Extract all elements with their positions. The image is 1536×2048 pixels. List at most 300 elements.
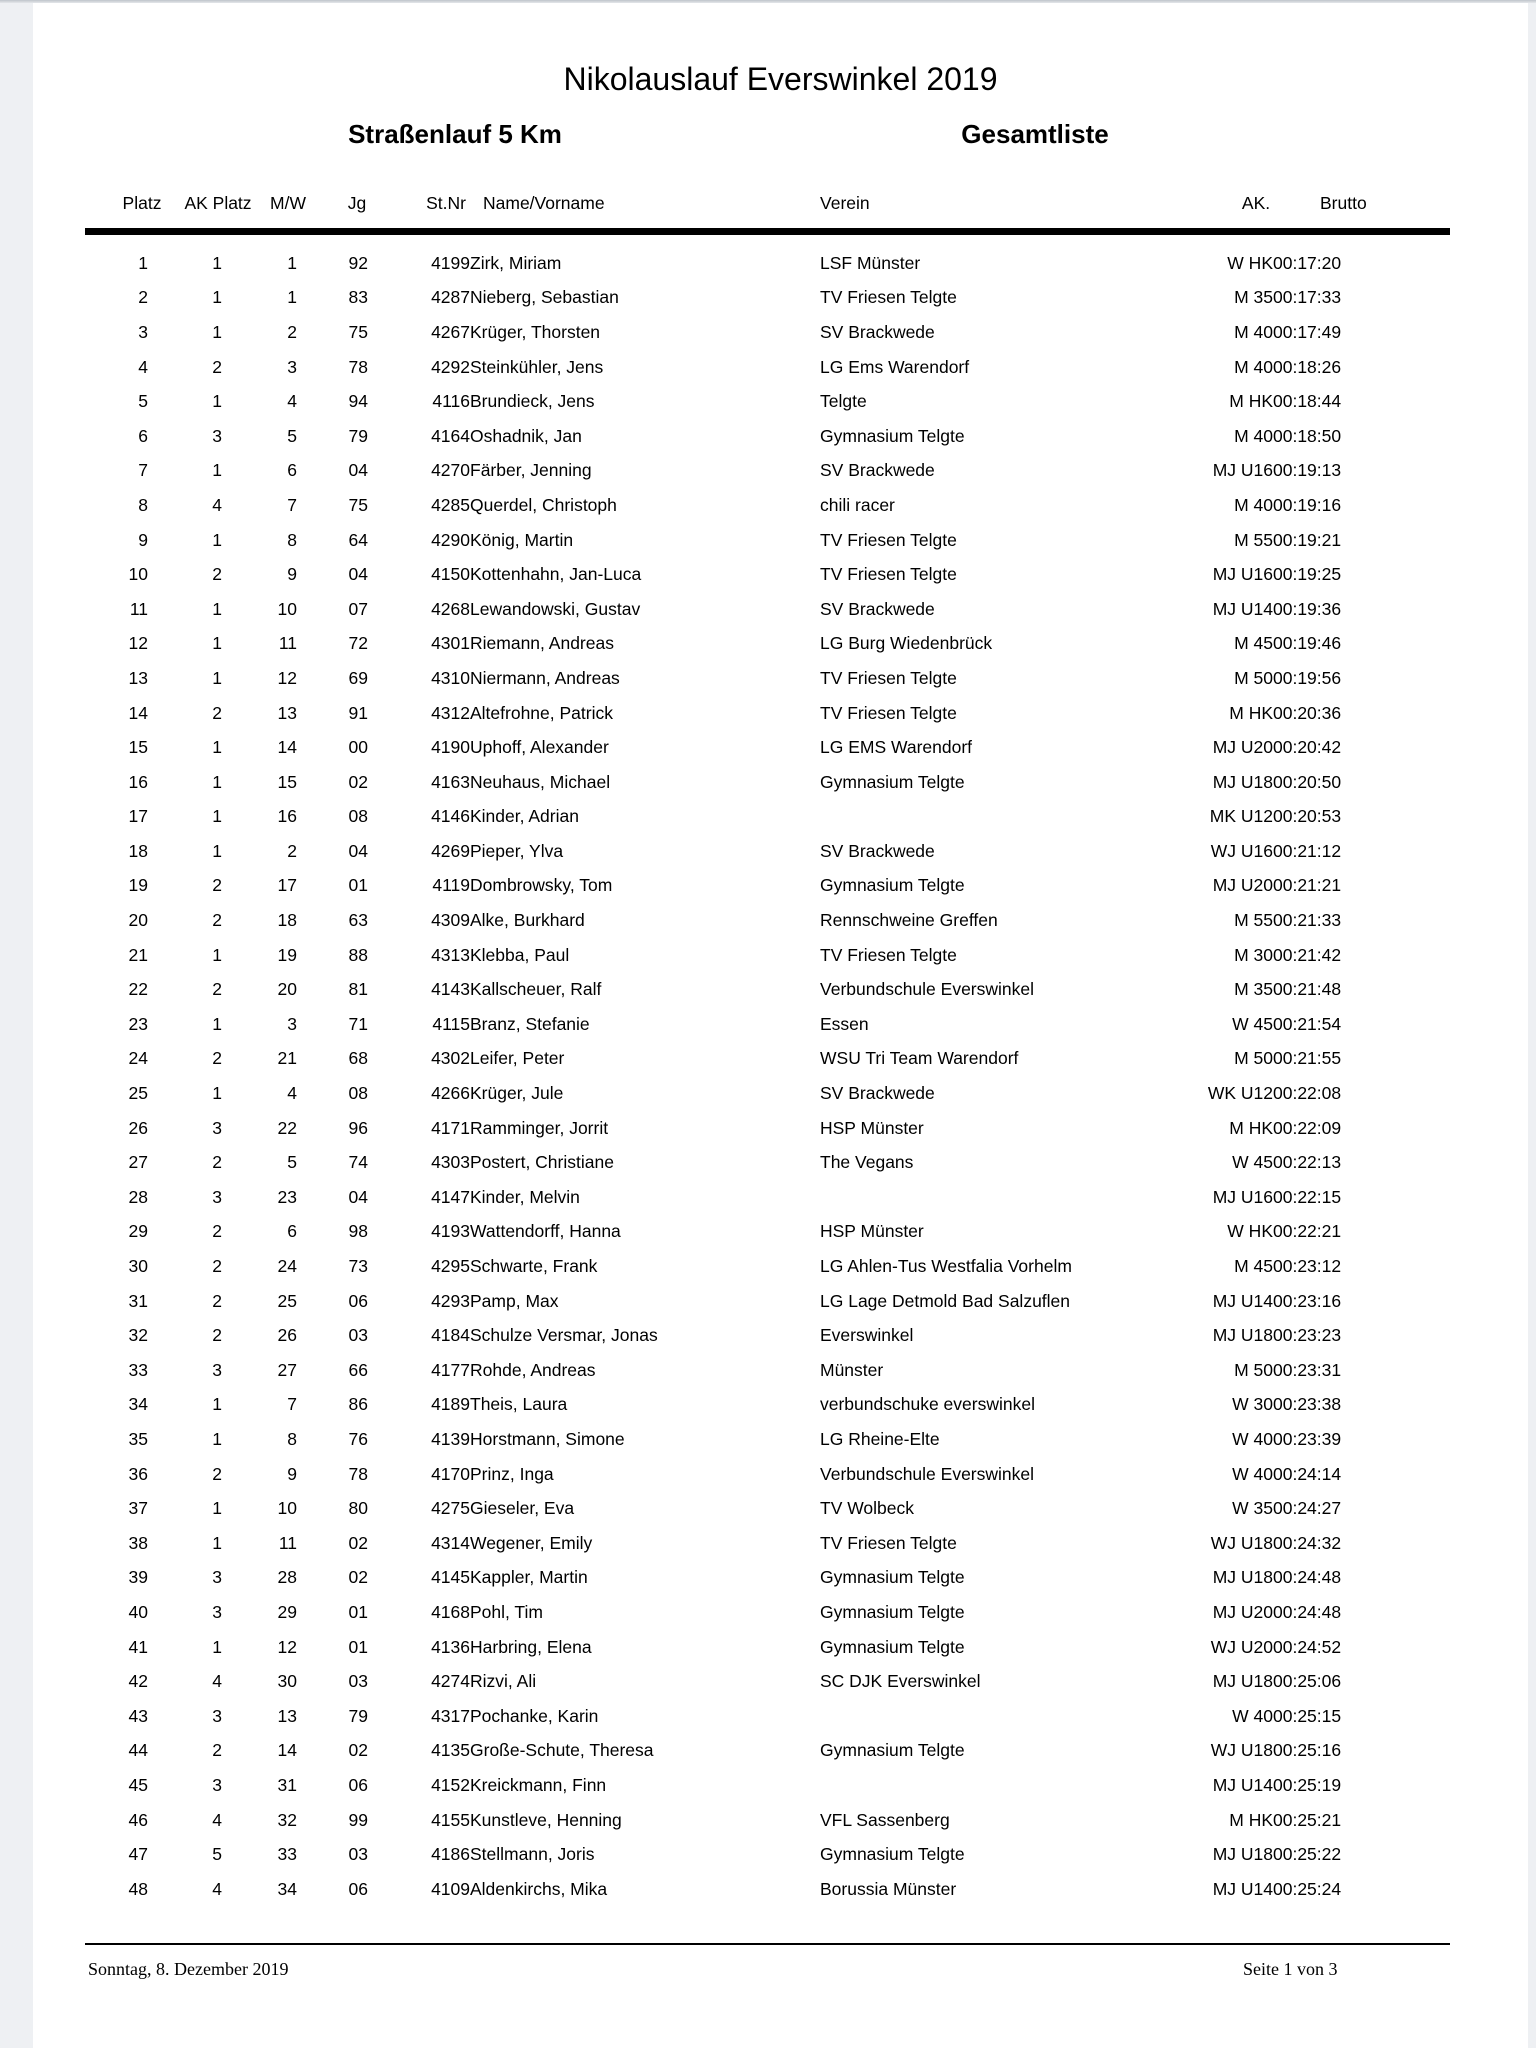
cell-stnr: 4295 — [431, 1256, 470, 1277]
table-row — [85, 1388, 1450, 1423]
cell-ak: W 40 — [1232, 1428, 1273, 1449]
table-row — [85, 1630, 1450, 1665]
column-header-jg: Jg — [347, 193, 367, 213]
cell-mw: 2 — [287, 321, 297, 342]
cell-platz: 12 — [128, 633, 148, 654]
cell-name: Nieberg, Sebastian — [470, 287, 619, 308]
cell-stnr: 4199 — [431, 252, 470, 273]
cell-platz: 26 — [128, 1117, 148, 1138]
cell-platz: 14 — [128, 702, 148, 723]
cell-verein: TV Wolbeck — [820, 1498, 915, 1519]
cell-ak-platz: 2 — [212, 1152, 222, 1173]
cell-verein: Essen — [820, 1013, 869, 1034]
cell-mw: 3 — [287, 356, 297, 377]
cell-verein: VFL Sassenberg — [820, 1809, 950, 1830]
table-row — [85, 1353, 1450, 1388]
column-header-name: Name/Vorname — [483, 193, 605, 213]
cell-platz: 13 — [128, 667, 148, 688]
cell-ak: M 35 — [1234, 287, 1273, 308]
cell-name: Kappler, Martin — [470, 1567, 588, 1588]
cell-brutto: 00:24:48 — [1273, 1567, 1342, 1588]
cell-platz: 3 — [138, 321, 148, 342]
cell-ak: M HK — [1229, 702, 1273, 723]
cell-mw: 26 — [277, 1325, 297, 1346]
cell-platz: 6 — [138, 425, 148, 446]
cell-verein — [820, 1768, 1160, 1803]
cell-platz: 48 — [128, 1878, 148, 1899]
cell-mw: 3 — [287, 1013, 297, 1034]
cell-jg: 91 — [348, 702, 368, 723]
cell-ak-platz: 1 — [212, 1428, 222, 1449]
cell-jg: 64 — [348, 529, 368, 550]
footer-page-number: Seite 1 von 3 — [1243, 1959, 1338, 1979]
cell-platz: 8 — [138, 494, 148, 515]
cell-stnr: 4139 — [431, 1428, 470, 1449]
cell-brutto: 00:23:23 — [1273, 1325, 1342, 1346]
cell-platz: 35 — [128, 1428, 148, 1449]
cell-ak: M 40 — [1234, 425, 1273, 446]
cell-platz: 17 — [128, 806, 148, 827]
cell-jg: 04 — [348, 460, 368, 481]
cell-brutto: 00:17:33 — [1273, 287, 1342, 308]
table-row — [85, 384, 1450, 419]
cell-ak-platz: 2 — [212, 1740, 222, 1761]
cell-name: Alke, Burkhard — [470, 910, 585, 931]
cell-jg: 99 — [348, 1809, 368, 1830]
cell-ak-platz: 2 — [212, 1325, 222, 1346]
cell-stnr: 4268 — [431, 598, 470, 619]
cell-name: Uphoff, Alexander — [470, 737, 609, 758]
cell-ak: MJ U20 — [1212, 737, 1273, 758]
table-row — [85, 1526, 1450, 1561]
cell-ak: M 50 — [1234, 667, 1273, 688]
cell-verein: HSP Münster — [820, 1117, 924, 1138]
cell-mw: 25 — [277, 1290, 297, 1311]
cell-mw: 4 — [287, 391, 297, 412]
table-row — [85, 661, 1450, 696]
cell-ak: W HK — [1227, 252, 1273, 273]
cell-brutto: 00:19:56 — [1273, 667, 1342, 688]
cell-ak: M HK — [1229, 1809, 1273, 1830]
cell-ak: MJ U18 — [1212, 771, 1273, 792]
cell-brutto: 00:21:33 — [1273, 910, 1342, 931]
cell-brutto: 00:24:32 — [1273, 1532, 1342, 1553]
cell-name: Prinz, Inga — [470, 1463, 554, 1484]
cell-mw: 19 — [277, 944, 297, 965]
cell-ak: M 40 — [1234, 356, 1273, 377]
cell-stnr: 4293 — [431, 1290, 470, 1311]
cell-stnr: 4184 — [431, 1325, 470, 1346]
cell-ak-platz: 1 — [212, 737, 222, 758]
cell-jg: 66 — [348, 1359, 368, 1380]
cell-jg: 75 — [348, 321, 368, 342]
cell-jg: 92 — [348, 252, 368, 273]
cell-ak: WJ U18 — [1210, 1532, 1273, 1553]
cell-mw: 5 — [287, 425, 297, 446]
cell-verein: TV Friesen Telgte — [820, 667, 957, 688]
table-row — [85, 235, 1450, 281]
cell-jg: 83 — [348, 287, 368, 308]
cell-jg: 06 — [348, 1878, 368, 1899]
table-row — [85, 1457, 1450, 1492]
cell-ak: W HK — [1227, 1221, 1273, 1242]
cell-stnr: 4168 — [431, 1601, 470, 1622]
cell-platz: 41 — [128, 1636, 148, 1657]
cell-ak-platz: 1 — [212, 1532, 222, 1553]
cell-verein: SV Brackwede — [820, 460, 935, 481]
cell-verein: Münster — [820, 1359, 884, 1380]
cell-platz: 11 — [129, 598, 148, 619]
cell-jg: 02 — [348, 1532, 368, 1553]
cell-verein: LG Burg Wiedenbrück — [820, 633, 993, 654]
table-row — [85, 800, 1450, 835]
cell-ak: MJ U16 — [1212, 564, 1273, 585]
footer-date: Sonntag, 8. Dezember 2019 — [88, 1959, 289, 1979]
cell-stnr: 4303 — [431, 1152, 470, 1173]
cell-mw: 7 — [287, 1394, 297, 1415]
cell-brutto: 00:24:27 — [1273, 1498, 1342, 1519]
cell-ak: M 50 — [1234, 1359, 1273, 1380]
table-row — [85, 350, 1450, 385]
cell-name: Große-Schute, Theresa — [470, 1740, 654, 1761]
cell-verein: LG EMS Warendorf — [820, 737, 973, 758]
cell-mw: 29 — [277, 1601, 297, 1622]
cell-ak-platz: 1 — [212, 771, 222, 792]
cell-ak-platz: 2 — [212, 875, 222, 896]
cell-mw: 18 — [277, 910, 297, 931]
cell-verein: HSP Münster — [820, 1221, 924, 1242]
cell-ak: MJ U20 — [1212, 1601, 1273, 1622]
cell-platz: 34 — [128, 1394, 148, 1415]
cell-brutto: 00:23:38 — [1273, 1394, 1342, 1415]
cell-platz: 37 — [128, 1498, 148, 1519]
cell-stnr: 4274 — [431, 1671, 470, 1692]
cell-mw: 14 — [277, 1740, 297, 1761]
cell-name: König, Martin — [470, 529, 574, 550]
cell-brutto: 00:21:12 — [1273, 840, 1342, 861]
cell-stnr: 4267 — [431, 321, 470, 342]
cell-name: Pamp, Max — [470, 1290, 559, 1311]
table-row — [85, 1042, 1450, 1077]
table-row — [85, 1872, 1450, 1907]
cell-ak: MJ U18 — [1212, 1567, 1273, 1588]
cell-stnr: 4170 — [431, 1463, 470, 1484]
cell-ak-platz: 3 — [212, 1601, 222, 1622]
page-title: Nikolauslauf Everswinkel 2019 — [563, 61, 998, 97]
cell-name: Theis, Laura — [470, 1394, 568, 1415]
cell-stnr: 4116 — [432, 391, 470, 412]
cell-mw: 13 — [277, 702, 297, 723]
cell-verein: Verbundschule Everswinkel — [820, 979, 1035, 1000]
table-row — [85, 1215, 1450, 1250]
cell-stnr: 4285 — [431, 494, 470, 515]
cell-platz: 10 — [128, 564, 148, 585]
cell-name: Kinder, Melvin — [470, 1186, 580, 1207]
cell-jg: 76 — [348, 1428, 368, 1449]
table-row — [85, 730, 1450, 765]
cell-mw: 8 — [287, 529, 297, 550]
cell-mw: 11 — [278, 1532, 297, 1553]
cell-verein: TV Friesen Telgte — [820, 287, 957, 308]
cell-name: Kottenhahn, Jan-Luca — [470, 564, 642, 585]
cell-brutto: 00:19:36 — [1273, 598, 1342, 619]
table-row — [85, 696, 1450, 731]
footer-rule — [85, 1943, 1450, 1945]
table-row — [85, 869, 1450, 904]
cell-jg: 02 — [348, 1740, 368, 1761]
table-row — [85, 627, 1450, 662]
cell-ak-platz: 1 — [212, 252, 222, 273]
table-row — [85, 1561, 1450, 1596]
cell-ak-platz: 1 — [212, 321, 222, 342]
viewer-page-top-shadow — [0, 0, 1536, 3]
table-row — [85, 834, 1450, 869]
cell-name: Dombrowsky, Tom — [470, 875, 613, 896]
cell-ak: W 30 — [1232, 1394, 1273, 1415]
cell-stnr: 4136 — [431, 1636, 470, 1657]
cell-verein: Gymnasium Telgte — [820, 1567, 965, 1588]
cell-ak: M HK — [1229, 391, 1273, 412]
cell-ak: MJ U16 — [1212, 460, 1273, 481]
cell-stnr: 4186 — [431, 1844, 470, 1865]
cell-ak: W 40 — [1232, 1705, 1273, 1726]
cell-ak: M 55 — [1234, 529, 1273, 550]
table-row — [85, 281, 1450, 316]
cell-platz: 24 — [128, 1048, 148, 1069]
cell-verein — [820, 800, 1160, 835]
cell-platz: 40 — [128, 1601, 148, 1622]
cell-mw: 30 — [277, 1671, 297, 1692]
cell-ak: M 55 — [1234, 910, 1273, 931]
cell-brutto: 00:18:44 — [1273, 391, 1342, 412]
cell-mw: 21 — [277, 1048, 297, 1069]
cell-mw: 33 — [277, 1844, 297, 1865]
cell-verein: SV Brackwede — [820, 321, 935, 342]
cell-brutto: 00:23:16 — [1273, 1290, 1342, 1311]
cell-verein: Gymnasium Telgte — [820, 875, 965, 896]
cell-platz: 39 — [128, 1567, 148, 1588]
cell-jg: 03 — [348, 1671, 368, 1692]
cell-brutto: 00:19:46 — [1273, 633, 1342, 654]
cell-verein: chili racer — [820, 494, 895, 515]
cell-brutto: 00:25:22 — [1273, 1844, 1342, 1865]
cell-ak: M 40 — [1234, 321, 1273, 342]
cell-stnr: 4146 — [431, 806, 470, 827]
cell-brutto: 00:21:48 — [1273, 979, 1342, 1000]
cell-mw: 13 — [277, 1705, 297, 1726]
cell-ak: M HK — [1229, 1117, 1273, 1138]
cell-brutto: 00:25:21 — [1273, 1809, 1342, 1830]
cell-jg: 01 — [348, 1636, 368, 1657]
cell-name: Rizvi, Ali — [470, 1671, 537, 1692]
cell-name: Kinder, Adrian — [470, 806, 579, 827]
cell-brutto: 00:20:42 — [1273, 737, 1342, 758]
cell-verein: LSF Münster — [820, 252, 921, 273]
cell-name: Brundieck, Jens — [470, 391, 595, 412]
cell-name: Niermann, Andreas — [470, 667, 620, 688]
cell-ak: WJ U18 — [1210, 1740, 1273, 1761]
cell-jg: 81 — [348, 979, 368, 1000]
table-row — [85, 557, 1450, 592]
cell-ak: MJ U14 — [1212, 598, 1273, 619]
table-row — [85, 1699, 1450, 1734]
cell-ak: MJ U18 — [1212, 1844, 1273, 1865]
cell-name: Zirk, Miriam — [470, 252, 562, 273]
table-row — [85, 1318, 1450, 1353]
cell-ak-platz: 2 — [212, 356, 222, 377]
cell-stnr: 4302 — [431, 1048, 470, 1069]
cell-name: Oshadnik, Jan — [470, 425, 582, 446]
cell-platz: 29 — [128, 1221, 148, 1242]
cell-mw: 1 — [287, 252, 297, 273]
cell-name: Stellmann, Joris — [470, 1844, 595, 1865]
cell-brutto: 00:22:21 — [1273, 1221, 1342, 1242]
cell-ak-platz: 3 — [212, 1117, 222, 1138]
cell-ak-platz: 1 — [212, 287, 222, 308]
cell-stnr: 4163 — [431, 771, 470, 792]
cell-ak-platz: 1 — [212, 529, 222, 550]
cell-name: Neuhaus, Michael — [470, 771, 611, 792]
cell-platz: 32 — [128, 1325, 148, 1346]
cell-ak: MJ U14 — [1212, 1290, 1273, 1311]
cell-ak: W 45 — [1232, 1152, 1273, 1173]
cell-brutto: 00:25:24 — [1273, 1878, 1342, 1899]
cell-brutto: 00:25:19 — [1273, 1774, 1342, 1795]
cell-verein: Gymnasium Telgte — [820, 771, 965, 792]
cell-jg: 80 — [348, 1498, 368, 1519]
cell-brutto: 00:22:08 — [1273, 1083, 1342, 1104]
cell-mw: 31 — [277, 1774, 297, 1795]
cell-platz: 20 — [128, 910, 148, 931]
cell-platz: 27 — [128, 1152, 148, 1173]
cell-name: Harbring, Elena — [470, 1636, 592, 1657]
cell-platz: 2 — [138, 287, 148, 308]
cell-brutto: 00:20:36 — [1273, 702, 1342, 723]
cell-mw: 9 — [287, 564, 297, 585]
cell-mw: 28 — [277, 1567, 297, 1588]
cell-jg: 94 — [348, 391, 368, 412]
cell-stnr: 4145 — [431, 1567, 470, 1588]
cell-jg: 63 — [348, 910, 368, 931]
cell-ak: MK U12 — [1209, 806, 1273, 827]
cell-platz: 18 — [128, 840, 148, 861]
cell-mw: 2 — [287, 840, 297, 861]
cell-verein: Gymnasium Telgte — [820, 1636, 965, 1657]
table-row — [85, 1249, 1450, 1284]
cell-verein: LG Lage Detmold Bad Salzuflen — [820, 1290, 1071, 1311]
cell-jg: 68 — [348, 1048, 368, 1069]
cell-name: Querdel, Christoph — [470, 494, 617, 515]
cell-mw: 7 — [287, 494, 297, 515]
cell-brutto: 00:19:25 — [1273, 564, 1342, 585]
cell-brutto: 00:21:42 — [1273, 944, 1342, 965]
cell-name: Postert, Christiane — [470, 1152, 614, 1173]
cell-jg: 69 — [348, 667, 368, 688]
cell-brutto: 00:24:52 — [1273, 1636, 1342, 1657]
cell-mw: 9 — [287, 1463, 297, 1484]
cell-ak-platz: 4 — [212, 494, 222, 515]
cell-verein: SV Brackwede — [820, 840, 935, 861]
cell-platz: 21 — [128, 944, 148, 965]
table-row — [85, 1734, 1450, 1769]
cell-stnr: 4150 — [431, 564, 470, 585]
cell-mw: 22 — [277, 1117, 297, 1138]
cell-ak-platz: 1 — [212, 1394, 222, 1415]
cell-ak-platz: 1 — [212, 1498, 222, 1519]
cell-name: Altefrohne, Patrick — [470, 702, 613, 723]
cell-jg: 00 — [348, 737, 368, 758]
cell-stnr: 4313 — [431, 944, 470, 965]
cell-ak-platz: 1 — [212, 391, 222, 412]
cell-name: Pohl, Tim — [470, 1601, 543, 1622]
table-row — [85, 765, 1450, 800]
column-header-stnr: St.Nr — [426, 193, 466, 213]
cell-verein: verbundschuke everswinkel — [820, 1394, 1035, 1415]
cell-verein: TV Friesen Telgte — [820, 1532, 957, 1553]
cell-stnr: 4193 — [431, 1221, 470, 1242]
cell-brutto: 00:19:16 — [1273, 494, 1342, 515]
cell-stnr: 4317 — [431, 1705, 470, 1726]
cell-platz: 46 — [128, 1809, 148, 1830]
cell-stnr: 4275 — [431, 1498, 470, 1519]
cell-verein: LG Rheine-Elte — [820, 1428, 940, 1449]
cell-ak-platz: 2 — [212, 1256, 222, 1277]
cell-jg: 08 — [348, 806, 368, 827]
cell-mw: 27 — [277, 1359, 297, 1380]
cell-brutto: 00:23:12 — [1273, 1256, 1342, 1277]
cell-ak: M 35 — [1234, 979, 1273, 1000]
cell-ak: MJ U14 — [1212, 1878, 1273, 1899]
cell-brutto: 00:21:21 — [1273, 875, 1342, 896]
cell-name: Aldenkirchs, Mika — [470, 1878, 608, 1899]
cell-mw: 32 — [277, 1809, 297, 1830]
cell-stnr: 4190 — [431, 737, 470, 758]
cell-jg: 79 — [348, 1705, 368, 1726]
cell-ak-platz: 2 — [212, 979, 222, 1000]
cell-mw: 12 — [277, 1636, 297, 1657]
cell-platz: 4 — [138, 356, 148, 377]
cell-mw: 10 — [277, 598, 297, 619]
column-header-mw: M/W — [270, 193, 306, 213]
table-row — [85, 1422, 1450, 1457]
cell-brutto: 00:20:50 — [1273, 771, 1342, 792]
cell-name: Ramminger, Jorrit — [470, 1117, 609, 1138]
cell-stnr: 4164 — [431, 425, 470, 446]
column-header-brutto: Brutto — [1320, 193, 1367, 213]
cell-jg: 75 — [348, 494, 368, 515]
cell-platz: 1 — [138, 252, 148, 273]
cell-brutto: 00:19:13 — [1273, 460, 1342, 481]
cell-name: Krüger, Thorsten — [470, 321, 601, 342]
cell-jg: 02 — [348, 771, 368, 792]
cell-platz: 31 — [128, 1290, 148, 1311]
cell-stnr: 4171 — [431, 1117, 470, 1138]
cell-mw: 5 — [287, 1152, 297, 1173]
cell-jg: 03 — [348, 1844, 368, 1865]
cell-brutto: 00:24:48 — [1273, 1601, 1342, 1622]
cell-stnr: 4310 — [431, 667, 470, 688]
cell-ak-platz: 3 — [212, 1705, 222, 1726]
cell-ak-platz: 3 — [212, 1186, 222, 1207]
cell-ak: MJ U18 — [1212, 1671, 1273, 1692]
cell-stnr: 4301 — [431, 633, 470, 654]
cell-ak-platz: 2 — [212, 1463, 222, 1484]
cell-mw: 24 — [277, 1256, 297, 1277]
cell-ak-platz: 4 — [212, 1671, 222, 1692]
table-row — [85, 1284, 1450, 1319]
cell-brutto: 00:25:15 — [1273, 1705, 1342, 1726]
cell-brutto: 00:20:53 — [1273, 806, 1342, 827]
